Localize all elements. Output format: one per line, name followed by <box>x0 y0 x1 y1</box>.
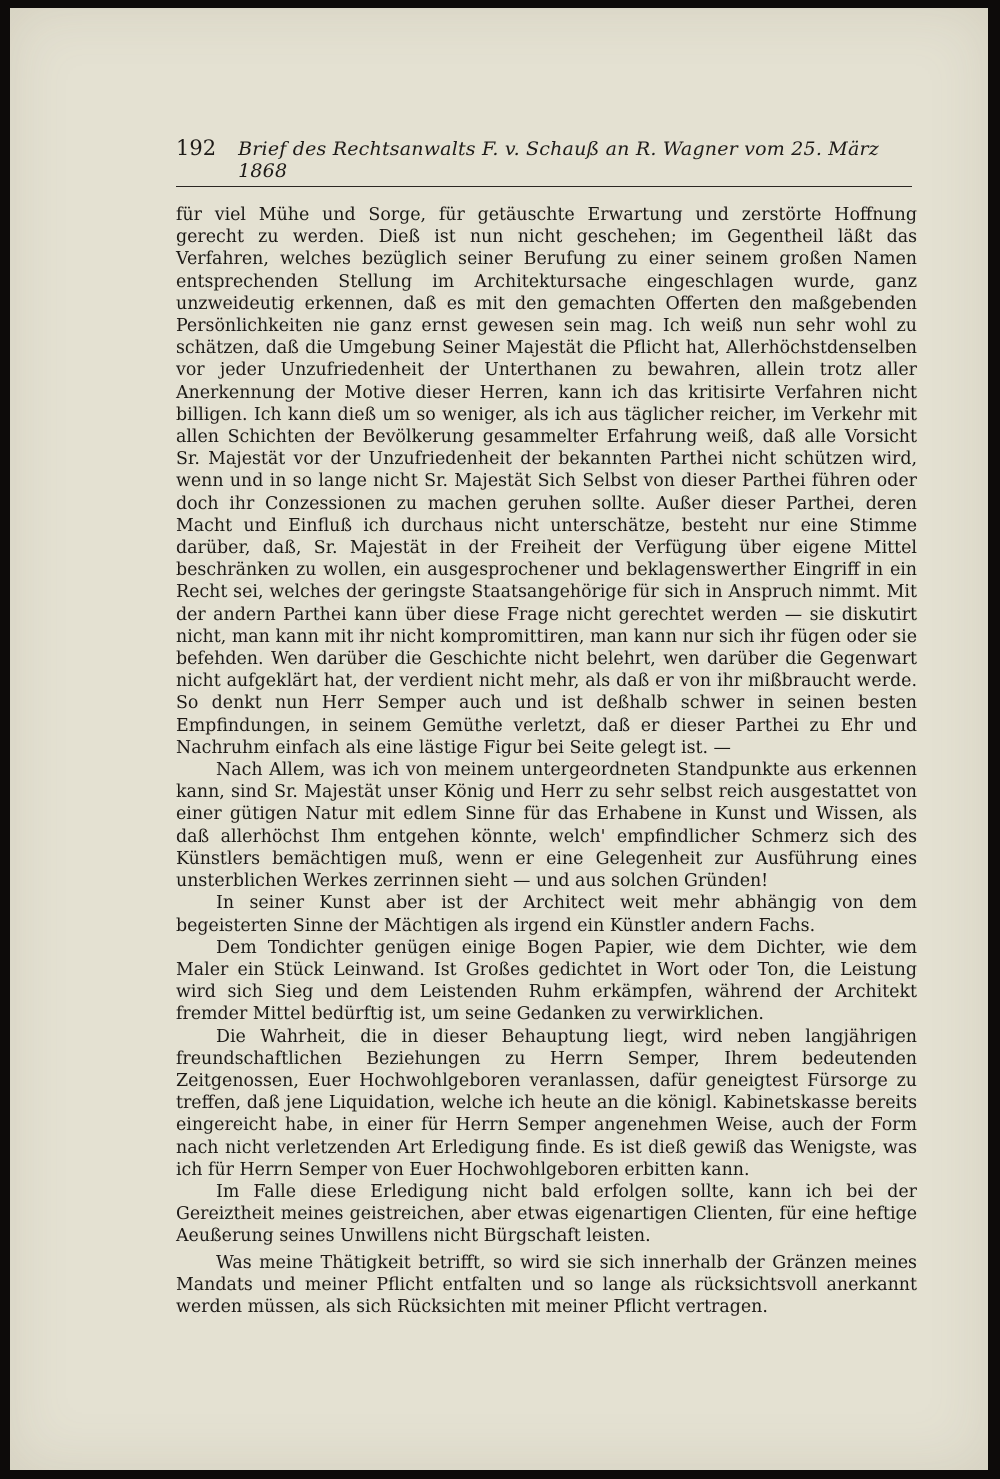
paragraph-3: In seiner Kunst aber ist der Architect weit mehr abhängig von dem begeisterten Sinne der Mächtigen als irgend ein Künstler andern Fachs. <box>176 893 917 936</box>
letter-body <box>176 204 917 1318</box>
page-number: 192 <box>176 136 217 160</box>
paragraph-7: Was meine Thätigkeit betrifft, so wird sie sich innerhalb der Gränzen meines Mandats und meiner Pflicht entfalten und so lange als rücksichtsvoll anerkannt werden müssen, als sich Rücksichten mit meiner Pflicht vertragen. <box>176 1252 917 1317</box>
paragraph-1: für viel Mühe und Sorge, für getäuschte Erwartung und zerstörte Hoffnung gerecht zu werden. Dieß ist nun nicht geschehen; im Gegentheil läßt das Verfahren, welches bezüglich seiner Berufung zu einer seinem großen Namen entsprechenden Stellung im Architektursache eingeschlagen wurde, ganz unzweideutig erkennen, daß es mit den gemachten Offerten den maßgebenden Persönlichkeiten nie ganz ernst gewesen sein mag. Ich weiß nun sehr wohl zu schätzen, daß die Umgebung Seiner Majestät die Pflicht hat, Allerhöchstdenselben vor jeder Unzufriedenheit der Unterthanen zu bewahren, allein trotz aller Anerkennung der Motive dieser Herren, kann ich das kritisirte Verfahren nicht billigen. Ich kann dieß um so weniger, als ich aus täglicher reicher, im Verkehr mit allen Schichten der Bevölkerung gesammelter Erfahrung weiß, daß alle Vorsicht Sr. Majestät vor der Unzufriedenheit der bekannten Parthei nicht schützen wird, wenn und in so lange nicht Sr. Majestät Sich Selbst von dieser Parthei führen oder doch ihr Conzessionen zu machen geruhen sollte. Außer dieser Parthei, deren Macht und Einfluß ich durchaus nicht unterschätze, besteht nur eine Stimme darüber, daß, Sr. Majestät in der Freiheit der Verfügung über eigene Mittel beschränken zu wollen, ein ausgesprochener und beklagenswerther Eingriff in ein Recht sei, welches der geringste Staatsangehörige für sich in Anspruch nimmt. Mit der andern Parthei kann über diese Frage nicht gerechtet werden — sie diskutirt nicht, man kann mit ihr nicht kompromittiren, man kann nur sich ihr fügen oder sie befehden. Wen darüber die Geschichte nicht belehrt, wen darüber die Gegenwart nicht aufgeklärt hat, der verdient nicht mehr, als daß er von ihr mißbraucht werde. So denkt nun Herr Semper auch und ist deßhalb schwer in seinen besten Empfindungen, in seinem Gemüthe verletzt, daß er dieser Parthei zu Ehr und Nachruhm einfach als eine lästige Figur bei Seite gelegt ist. — <box>176 205 917 758</box>
page-sheet <box>10 8 988 1470</box>
paragraph-6: Im Falle diese Erledigung nicht bald erfolgen sollte, kann ich bei der Gereiztheit meines geistreichen, aber etwas eigenartigen Clienten, für eine heftige Aeußerung seines Unwillens nicht Bürgschaft leisten. <box>176 1181 917 1247</box>
paragraph-2: Nach Allem, was ich von meinem untergeordneten Standpunkte aus erkennen kann, sind Sr. Majestät unser König und Herr zu sehr selbst reich ausgestattet von einer gütigen Natur mit edlem Sinne für das Erhabene in Kunst und Wissen, als daß allerhöchst Ihm entgehen könnte, welch' empfindlicher Schmerz sich des Künstlers bemächtigen muß, wenn er eine Gelegenheit zur Ausführung eines unsterblichen Werkes zerrinnen sieht — und aus solchen Gründen! <box>176 760 917 892</box>
paragraph-5: Die Wahrheit, die in dieser Behauptung liegt, wird neben langjährigen freundschaftlichen Beziehungen zu Herrn Semper, Ihrem bedeutenden Zeitgenossen, Euer Hochwohlgeboren veranlassen, dafür geneigtest Fürsorge zu treffen, daß jene Liquidation, welche ich heute an die königl. Kabinetskasse bereits eingereicht habe, in einer für Herrn Semper angenehmen Weise, auch der Form nach nicht verletzenden Art Erledigung finde. Es ist dieß gewiß das Wenigste, was ich für Herrn Semper von Euer Hochwohlgeboren erbitten kann. <box>176 1026 917 1180</box>
running-head <box>176 136 912 187</box>
paragraph-4: Dem Tondichter genügen einige Bogen Papier, wie dem Dichter, wie dem Maler ein Stück Leinwand. Ist Großes gedichtet in Wort oder Ton, die Leistung wird sich Sieg und dem Leistenden Ruhm erkämpfen, während der Architekt fremder Mittel bedürftig ist, um seine Gedanken zu verwirklichen. <box>176 937 917 1025</box>
running-title: Brief des Rechtsanwalts F. v. Schauß an R. Wagner vom 25. März 1868 <box>238 138 879 182</box>
